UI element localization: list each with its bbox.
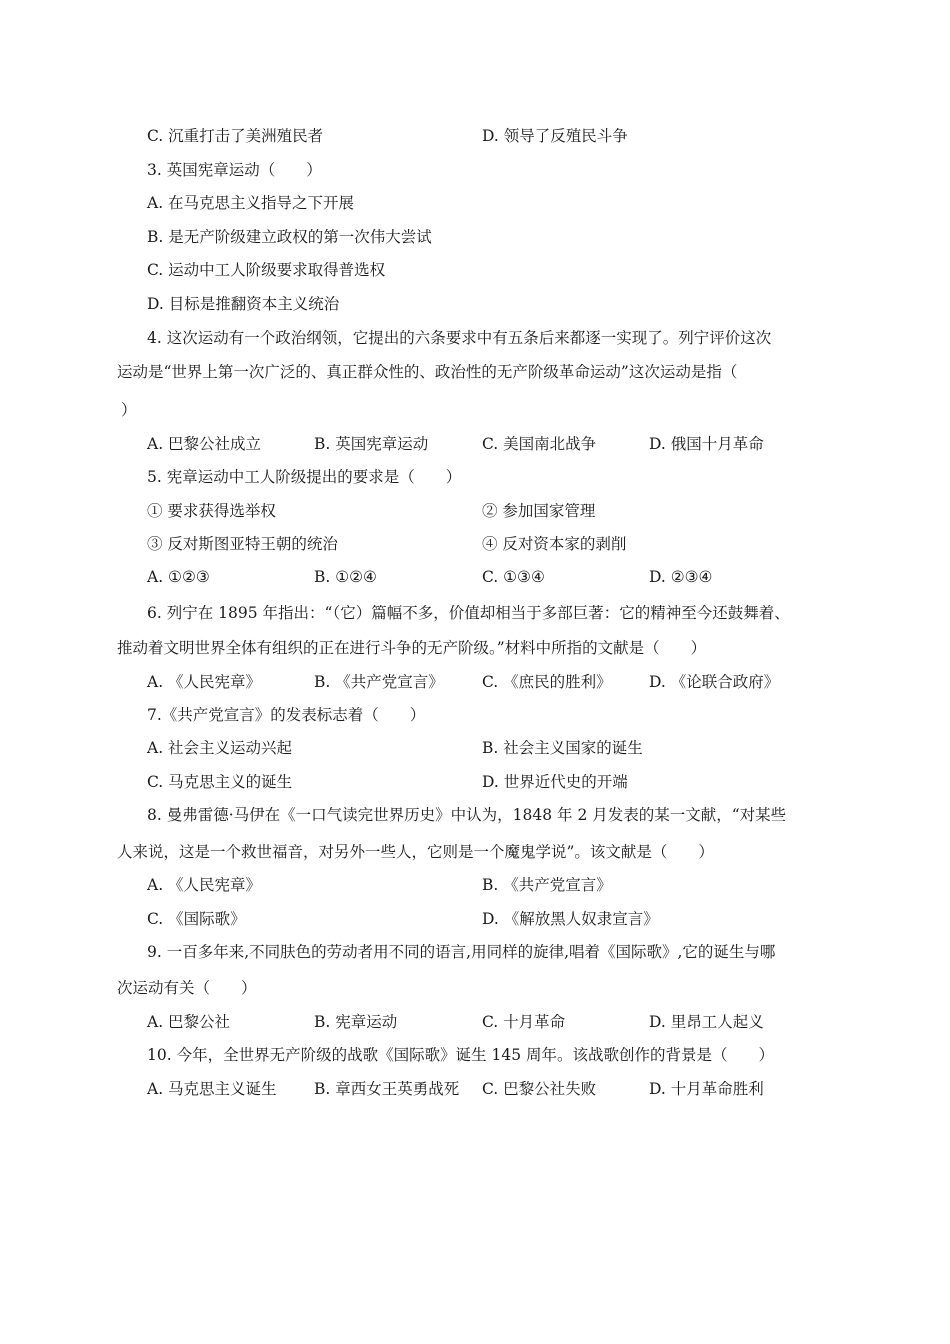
q6-option-d: D. 《论联合政府》 <box>649 673 780 691</box>
q5-stem: 5. 宪章运动中工人阶级提出的要求是（ ） <box>147 468 462 486</box>
q6-option-a: A. 《人民宪章》 <box>147 673 262 691</box>
q9-option-b: B. 宪章运动 <box>314 1013 398 1031</box>
q4-option-d: D. 俄国十月革命 <box>649 435 764 453</box>
q3-option-d: D. 目标是推翻资本主义统治 <box>147 295 340 313</box>
q5-option-d: D. ②③④ <box>649 568 713 586</box>
q5-option-c: C. ①③④ <box>482 568 545 586</box>
q5-item-3: ③ 反对斯图亚特王朝的统治 <box>147 535 338 553</box>
q2-option-d: D. 领导了反殖民斗争 <box>482 127 628 145</box>
q4-option-a: A. 巴黎公社成立 <box>147 435 262 453</box>
q9-stem-line1: 9. 一百多年来,不同肤色的劳动者用不同的语言,用同样的旋律,唱着《国际歌》,它的诞生与哪 <box>147 943 776 961</box>
q8-stem-line1: 8. 曼弗雷德·马伊在《一口气读完世界历史》中认为，1848 年 2 月发表的某一文献，“对某些 <box>147 806 787 824</box>
q5-item-1: ① 要求获得选举权 <box>147 502 276 520</box>
q10-option-b: B. 章西女王英勇战死 <box>314 1080 460 1098</box>
q5-item-4: ④ 反对资本家的剥削 <box>482 535 627 553</box>
q4-stem-line2: 运动是“世界上第一次广泛的、真正群众性的、政治性的无产阶级革命运动”这次运动是指（ <box>117 363 738 381</box>
q5-option-b: B. ①②④ <box>314 568 377 586</box>
q9-option-a: A. 巴黎公社 <box>147 1013 231 1031</box>
q5-item-2: ② 参加国家管理 <box>482 502 596 520</box>
q3-stem: 3. 英国宪章运动（ ） <box>147 161 322 179</box>
q5-option-a: A. ①②③ <box>147 568 210 586</box>
q8-option-d: D. 《解放黑人奴隶宣言》 <box>482 910 659 928</box>
q7-option-c: C. 马克思主义的诞生 <box>147 773 293 791</box>
q3-option-c: C. 运动中工人阶级要求取得普选权 <box>147 261 386 279</box>
q3-option-a: A. 在马克思主义指导之下开展 <box>147 194 355 212</box>
q6-stem-line2: 推动着文明世界全体有组织的正在进行斗争的无产阶级。”材料中所指的文献是（ ） <box>117 639 707 657</box>
q10-option-c: C. 巴黎公社失败 <box>482 1080 597 1098</box>
q9-stem-line2: 次运动有关（ ） <box>117 979 257 997</box>
q6-stem-line1: 6. 列宁在 1895 年指出：“（它）篇幅不多，价值却相当于多部巨著：它的精神至今还鼓舞着、 <box>147 604 790 622</box>
q6-option-c: C. 《庶民的胜利》 <box>482 673 612 691</box>
q4-stem-line3: ） <box>121 401 137 419</box>
q9-option-c: C. 十月革命 <box>482 1013 566 1031</box>
q8-option-a: A. 《人民宪章》 <box>147 876 262 894</box>
q4-stem-line1: 4. 这次运动有一个政治纲领，它提出的六条要求中有五条后来都逐一实现了。列宁评价这次 <box>147 329 772 347</box>
q7-option-d: D. 世界近代史的开端 <box>482 773 628 791</box>
q10-option-a: A. 马克思主义诞生 <box>147 1080 277 1098</box>
q2-option-c: C. 沉重打击了美洲殖民者 <box>147 127 324 145</box>
q3-option-b: B. 是无产阶级建立政权的第一次伟大尝试 <box>147 228 432 246</box>
q8-option-b: B. 《共产党宣言》 <box>482 876 612 894</box>
q4-option-c: C. 美国南北战争 <box>482 435 597 453</box>
q7-option-b: B. 社会主义国家的诞生 <box>482 739 643 757</box>
q7-stem: 7.《共产党宣言》的发表标志着（ ） <box>147 706 426 724</box>
q8-stem-line2: 人来说，这是一个救世福音，对另外一些人，它则是一个魔鬼学说”。该文献是（ ） <box>117 843 714 861</box>
q9-option-d: D. 里昂工人起义 <box>649 1013 764 1031</box>
q10-option-d: D. 十月革命胜利 <box>649 1080 764 1098</box>
q4-option-b: B. 英国宪章运动 <box>314 435 429 453</box>
q7-option-a: A. 社会主义运动兴起 <box>147 739 293 757</box>
q8-option-c: C. 《国际歌》 <box>147 910 246 928</box>
q10-stem: 10. 今年，全世界无产阶级的战歌《国际歌》诞生 145 周年。该战歌创作的背景是（ ） <box>147 1046 775 1064</box>
q6-option-b: B. 《共产党宣言》 <box>314 673 444 691</box>
